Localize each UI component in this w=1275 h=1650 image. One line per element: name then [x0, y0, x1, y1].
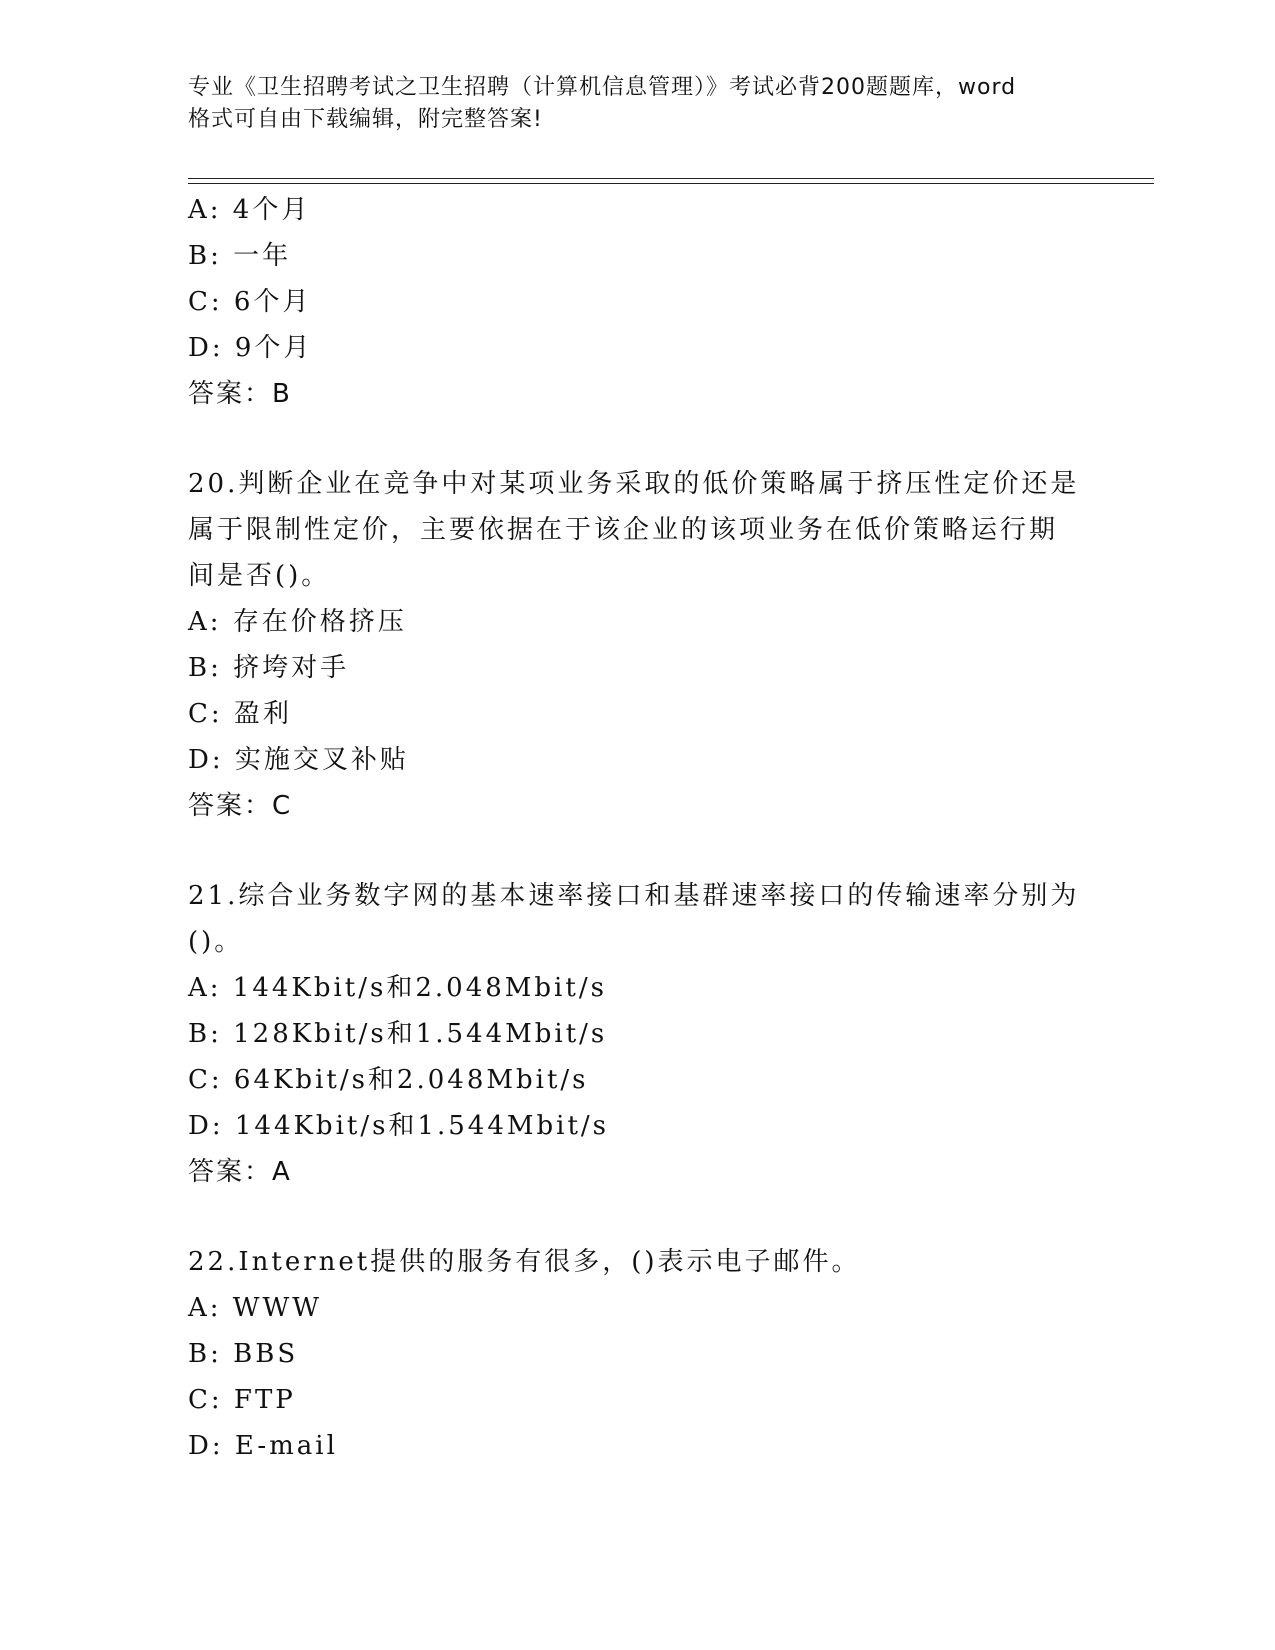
header-line-1: 专业《卫生招聘考试之卫生招聘（计算机信息管理）》考试必背200题题库，word: [188, 75, 1017, 100]
question-stem-line: 22.Internet提供的服务有很多，()表示电子邮件。: [188, 1247, 861, 1277]
document-header: [188, 72, 1088, 136]
question-22: [188, 1239, 1088, 1469]
question-21: [188, 873, 1088, 1195]
option-d: D: 实施交叉补贴: [188, 745, 409, 775]
header-line-2: 格式可自由下载编辑，附完整答案!: [188, 107, 543, 132]
option-a: A: 4个月: [188, 195, 311, 225]
option-c: C: 64Kbit/s和2.048Mbit/s: [188, 1065, 589, 1095]
option-d: D: E-mail: [188, 1431, 338, 1461]
answer: 答案：C: [188, 791, 293, 821]
header-divider-bottom: [188, 183, 1154, 184]
option-a: A: 存在价格挤压: [188, 607, 407, 637]
question-stem-line: 20.判断企业在竞争中对某项业务采取的低价策略属于挤压性定价还是: [188, 469, 1080, 499]
answer: 答案：A: [188, 1157, 292, 1187]
option-d: D: 144Kbit/s和1.544Mbit/s: [188, 1111, 609, 1141]
option-d: D: 9个月: [188, 333, 313, 363]
question-20: [188, 461, 1088, 829]
question-stem-line: 属于限制性定价，主要依据在于该企业的该项业务在低价策略运行期: [188, 515, 1059, 545]
option-c: C: 盈利: [188, 699, 292, 729]
answer: 答案：B: [188, 379, 292, 409]
header-divider-top: [188, 178, 1154, 179]
question-19: [188, 187, 1088, 417]
option-c: C: FTP: [188, 1385, 296, 1415]
question-list: [188, 187, 1088, 1469]
question-stem-line: ()。: [188, 927, 244, 957]
option-c: C: 6个月: [188, 287, 312, 317]
option-b: B: 128Kbit/s和1.544Mbit/s: [188, 1019, 608, 1049]
option-a: A: WWW: [188, 1293, 322, 1323]
question-stem-line: 间是否()。: [188, 561, 331, 591]
option-a: A: 144Kbit/s和2.048Mbit/s: [188, 973, 607, 1003]
question-stem-line: 21.综合业务数字网的基本速率接口和基群速率接口的传输速率分别为: [188, 881, 1080, 911]
option-b: B: 挤垮对手: [188, 653, 350, 683]
option-b: B: BBS: [188, 1339, 299, 1369]
option-b: B: 一年: [188, 241, 292, 271]
